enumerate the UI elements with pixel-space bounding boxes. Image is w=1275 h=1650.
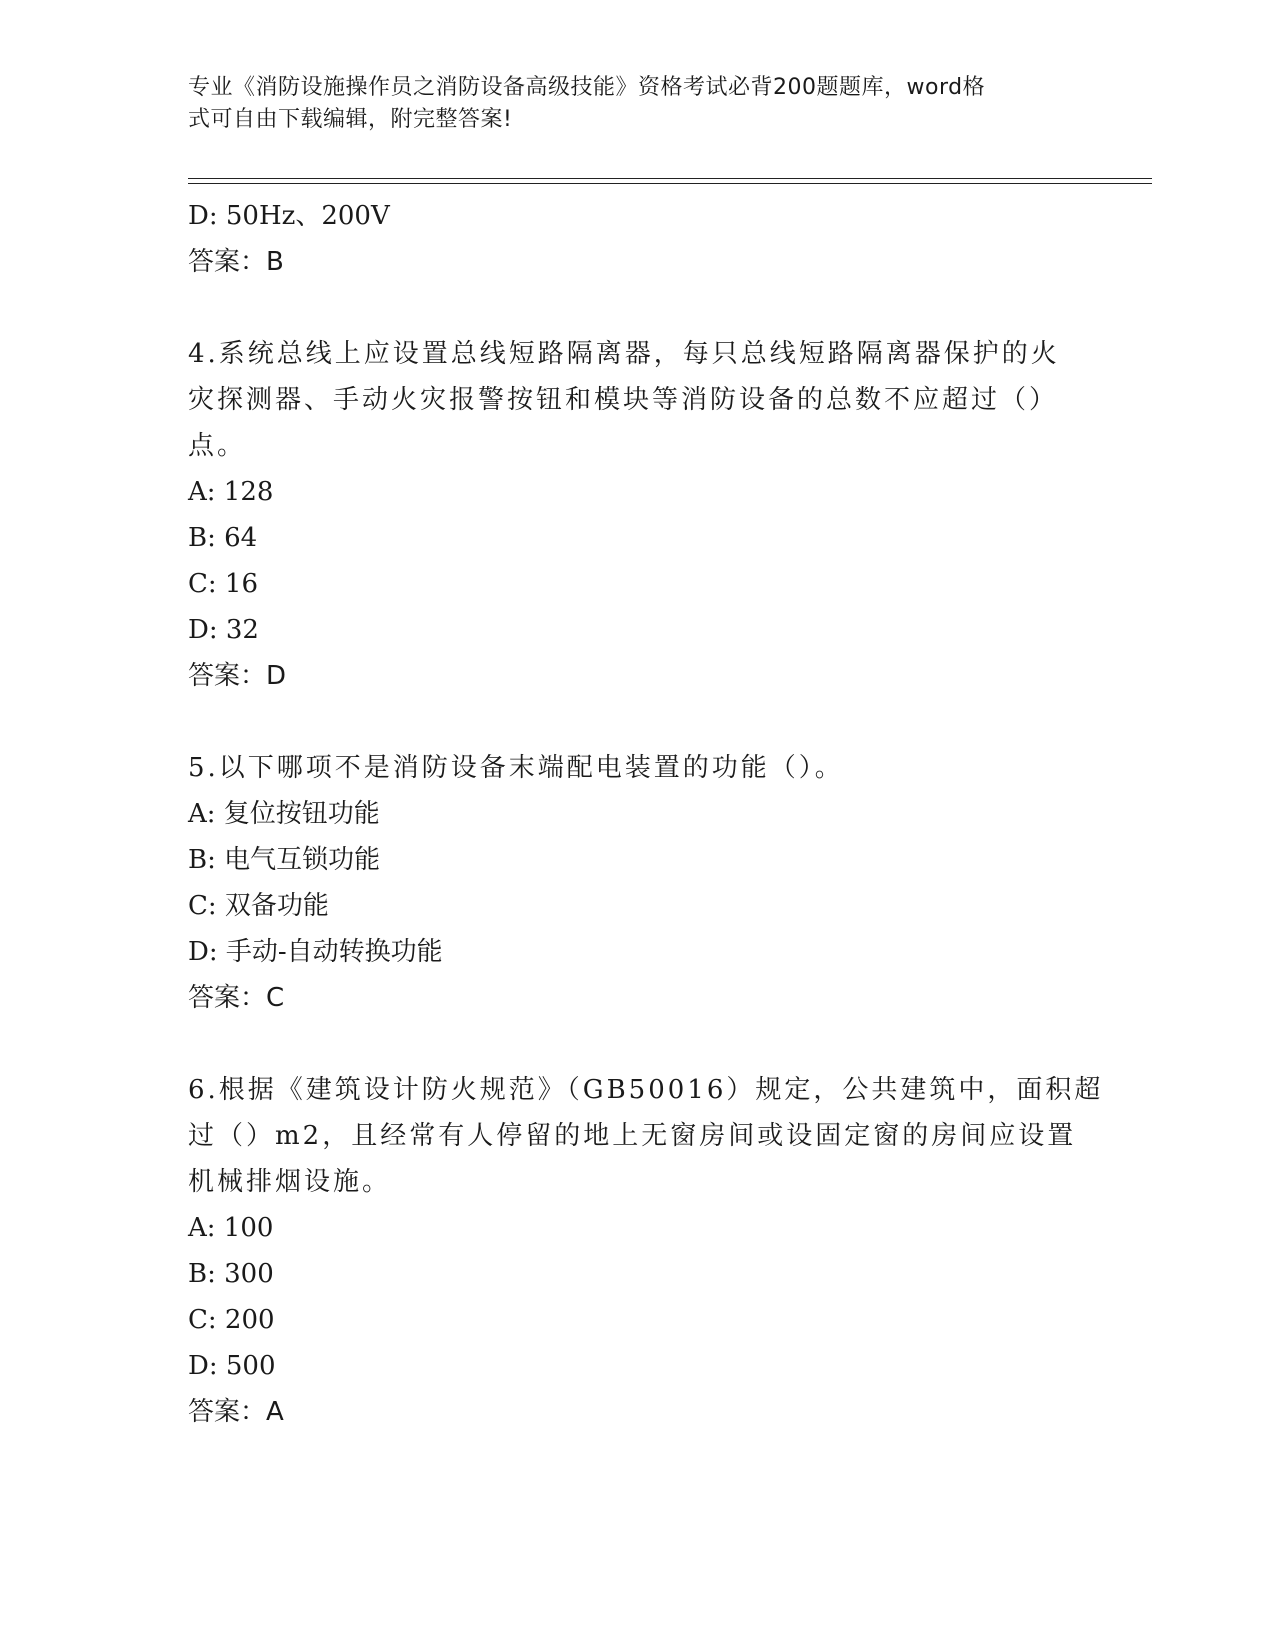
option-c: C: 16 <box>188 569 259 599</box>
question-5 <box>188 745 1088 1021</box>
question-stem: 4.系统总线上应设置总线短路隔离器，每只总线短路隔离器保护的火 <box>188 339 1060 369</box>
option-a: A: 100 <box>188 1213 274 1243</box>
question-stem: 点。 <box>188 431 247 461</box>
question-4 <box>188 331 1088 699</box>
option-d: D: 32 <box>188 615 259 645</box>
header-divider-bottom <box>188 183 1152 184</box>
answer: 答案：C <box>188 983 285 1013</box>
answer: 答案：B <box>188 247 284 277</box>
previous-question-tail <box>188 193 1088 285</box>
option-d: D: 500 <box>188 1351 276 1381</box>
header-line-2: 式可自由下载编辑，附完整答案! <box>188 107 513 132</box>
option-a: A: 复位按钮功能 <box>188 799 380 829</box>
option-c: C: 双备功能 <box>188 891 329 921</box>
question-stem: 6.根据《建筑设计防火规范》（GB50016）规定，公共建筑中，面积超 <box>188 1075 1104 1105</box>
option-d: D: 50Hz、200V <box>188 201 390 231</box>
question-stem: 5.以下哪项不是消防设备末端配电装置的功能（）。 <box>188 753 844 783</box>
question-stem: 机械排烟设施。 <box>188 1167 392 1197</box>
answer: 答案：D <box>188 661 287 691</box>
option-c: C: 200 <box>188 1305 275 1335</box>
option-a: A: 128 <box>188 477 274 507</box>
question-list <box>188 193 1104 1435</box>
question-stem: 过（）m2，且经常有人停留的地上无窗房间或设固定窗的房间应设置 <box>188 1121 1077 1151</box>
question-6 <box>188 1067 1104 1435</box>
option-d: D: 手动-自动转换功能 <box>188 937 443 967</box>
answer: 答案：A <box>188 1397 284 1427</box>
option-b: B: 64 <box>188 523 258 553</box>
option-b: B: 300 <box>188 1259 274 1289</box>
document-header <box>188 72 1068 136</box>
header-divider-top <box>188 178 1152 179</box>
option-b: B: 电气互锁功能 <box>188 845 381 875</box>
header-line-1: 专业《消防设施操作员之消防设备高级技能》资格考试必背200题题库，word格 <box>188 75 986 100</box>
question-stem: 灾探测器、手动火灾报警按钮和模块等消防设备的总数不应超过（） <box>188 385 1059 415</box>
